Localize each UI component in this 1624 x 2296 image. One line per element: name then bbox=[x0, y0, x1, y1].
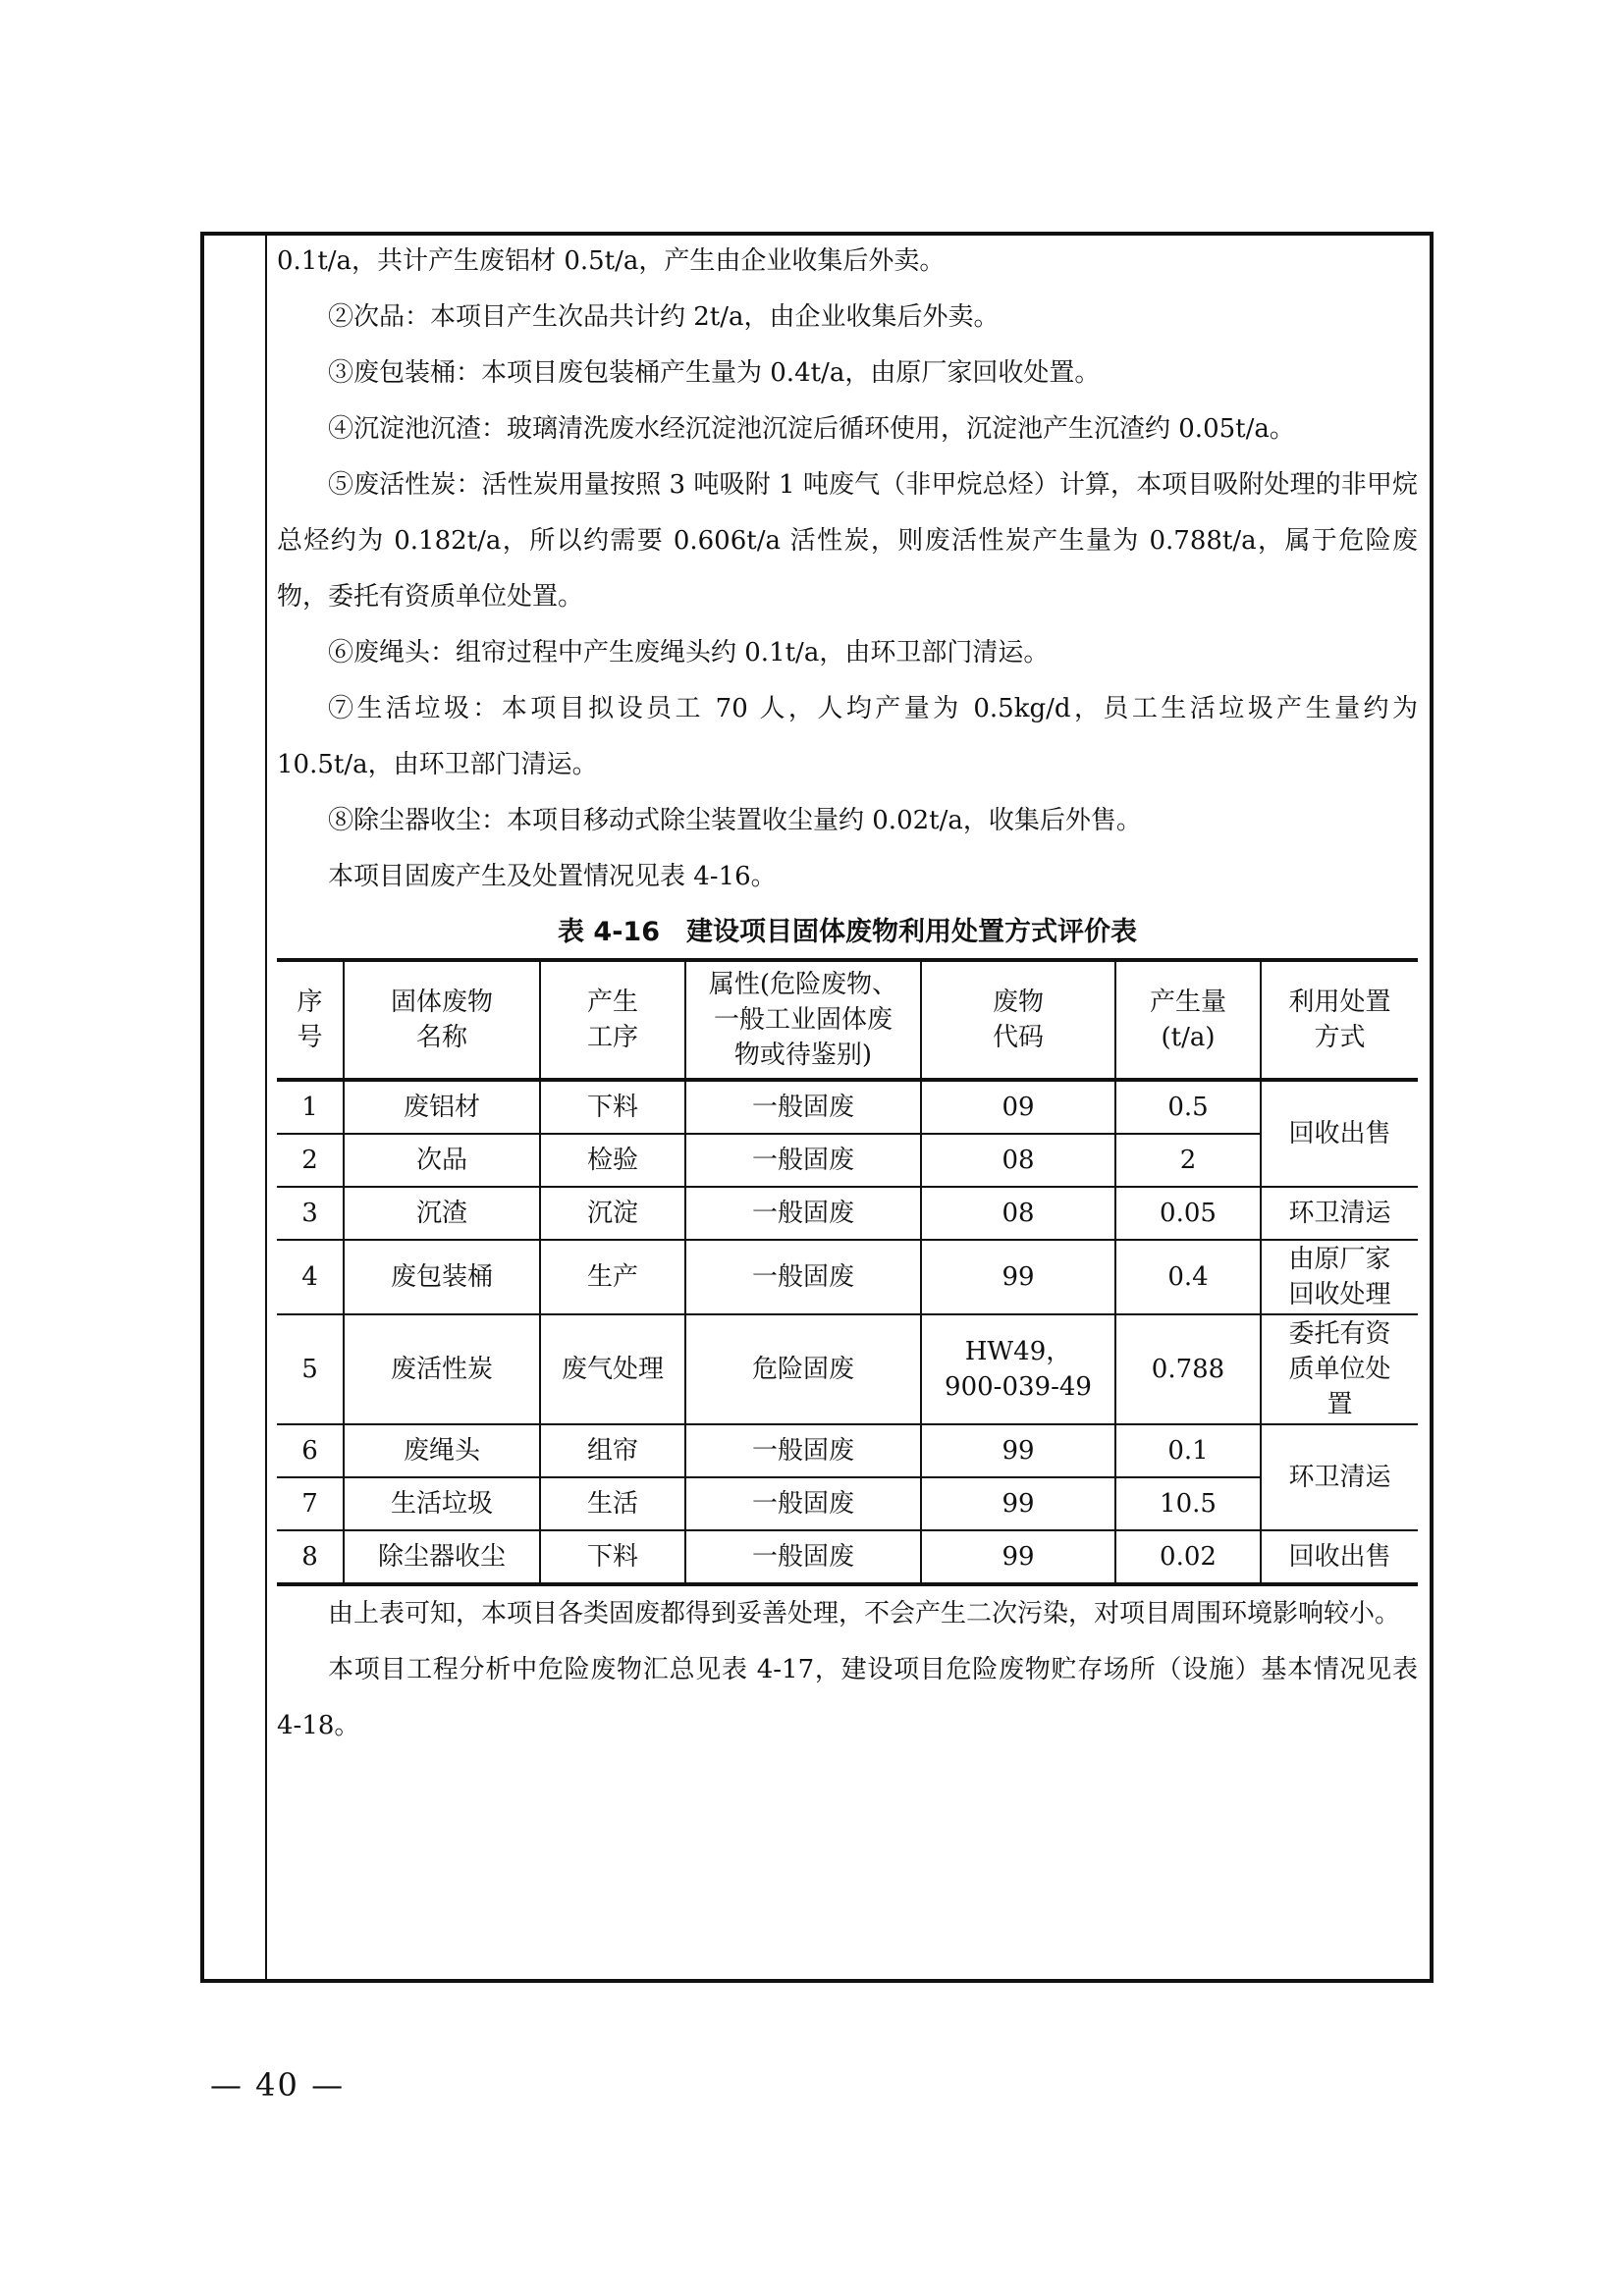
cell-code: 99 bbox=[921, 1477, 1115, 1530]
paragraph: 本项目工程分析中危险废物汇总见表 4-17，建设项目危险废物贮存场所（设施）基本情况见表 4-18。 bbox=[277, 1655, 1418, 1740]
cell-disposal: 委托有资 质单位处 置 bbox=[1261, 1314, 1418, 1424]
cell-attribute: 一般固废 bbox=[685, 1134, 921, 1187]
cell-name: 次品 bbox=[344, 1134, 540, 1187]
table-row bbox=[277, 1134, 1418, 1187]
cell-attribute: 一般固废 bbox=[685, 1530, 921, 1584]
cell-seq: 3 bbox=[277, 1187, 344, 1240]
cell-name: 废铝材 bbox=[344, 1080, 540, 1134]
cell-process: 检验 bbox=[540, 1134, 685, 1187]
header-name: 固体废物 名称 bbox=[344, 960, 540, 1080]
cell-name: 废绳头 bbox=[344, 1424, 540, 1477]
cell-process: 生活 bbox=[540, 1477, 685, 1530]
table-title: 表 4-16 建设项目固体废物利用处置方式评价表 bbox=[558, 917, 1137, 947]
cell-name: 除尘器收尘 bbox=[344, 1530, 540, 1584]
cell-attribute: 危险固废 bbox=[685, 1314, 921, 1424]
table-row bbox=[277, 1477, 1418, 1530]
cell-process: 组帘 bbox=[540, 1424, 685, 1477]
table-row bbox=[277, 1314, 1418, 1424]
cell-seq: 7 bbox=[277, 1477, 344, 1530]
cell-process: 废气处理 bbox=[540, 1314, 685, 1424]
table-row bbox=[277, 1240, 1418, 1314]
paragraph: 由上表可知，本项目各类固废都得到妥善处理，不会产生二次污染，对项目周围环境影响较小。 bbox=[328, 1599, 1401, 1629]
cell-name: 沉渣 bbox=[344, 1187, 540, 1240]
paragraph: 0.1t/a，共计产生废铝材 0.5t/a，产生由企业收集后外卖。 bbox=[277, 246, 946, 276]
cell-process: 下料 bbox=[540, 1530, 685, 1584]
header-disposal: 利用处置 方式 bbox=[1261, 960, 1418, 1080]
header-attribute: 属性(危险废物、 一般工业固体废 物或待鉴别) bbox=[685, 960, 921, 1080]
cell-code: 08 bbox=[921, 1134, 1115, 1187]
paragraph: 本项目固废产生及处置情况见表 4-16。 bbox=[328, 862, 777, 891]
cell-amount: 0.788 bbox=[1115, 1314, 1261, 1424]
solid-waste-table bbox=[277, 958, 1418, 1586]
header-seq: 序 号 bbox=[277, 960, 344, 1080]
header-code: 废物 代码 bbox=[921, 960, 1115, 1080]
cell-amount: 0.4 bbox=[1115, 1240, 1261, 1314]
cell-attribute: 一般固废 bbox=[685, 1080, 921, 1134]
cell-seq: 6 bbox=[277, 1424, 344, 1477]
cell-disposal: 环卫清运 bbox=[1261, 1424, 1418, 1530]
cell-attribute: 一般固废 bbox=[685, 1477, 921, 1530]
cell-disposal: 环卫清运 bbox=[1261, 1187, 1418, 1240]
cell-name: 废包装桶 bbox=[344, 1240, 540, 1314]
cell-name: 废活性炭 bbox=[344, 1314, 540, 1424]
table-row bbox=[277, 1424, 1418, 1477]
table-row bbox=[277, 1080, 1418, 1134]
paragraph: ⑦生活垃圾：本项目拟设员工 70 人，人均产量为 0.5kg/d，员工生活垃圾产生量约为 10.5t/a，由环卫部门清运。 bbox=[277, 694, 1418, 779]
cell-code: 08 bbox=[921, 1187, 1115, 1240]
cell-seq: 5 bbox=[277, 1314, 344, 1424]
cell-code: 99 bbox=[921, 1424, 1115, 1477]
cell-amount: 0.5 bbox=[1115, 1080, 1261, 1134]
cell-process: 生产 bbox=[540, 1240, 685, 1314]
cell-amount: 0.02 bbox=[1115, 1530, 1261, 1584]
header-amount: 产生量 (t/a) bbox=[1115, 960, 1261, 1080]
cell-code: 99 bbox=[921, 1240, 1115, 1314]
cell-name: 生活垃圾 bbox=[344, 1477, 540, 1530]
paragraph: ②次品：本项目产生次品共计约 2t/a，由企业收集后外卖。 bbox=[328, 302, 1000, 332]
paragraph: ⑤废活性炭：活性炭用量按照 3 吨吸附 1 吨废气（非甲烷总烃）计算，本项目吸附处理的非甲烷总烃约为 0.182t/a，所以约需要 0.606t/a 活性炭，则废活性炭产生量为 0.788t/a，属于危险废物，委托有资质单位处置。 bbox=[277, 470, 1418, 612]
cell-code: 09 bbox=[921, 1080, 1115, 1134]
cell-amount: 0.05 bbox=[1115, 1187, 1261, 1240]
paragraph: ④沉淀池沉渣：玻璃清洗废水经沉淀池沉淀后循环使用，沉淀池产生沉渣约 0.05t/a。 bbox=[328, 414, 1295, 444]
paragraph: ⑥废绳头：组帘过程中产生废绳头约 0.1t/a，由环卫部门清运。 bbox=[328, 638, 1050, 667]
cell-disposal: 回收出售 bbox=[1261, 1080, 1418, 1187]
cell-amount: 10.5 bbox=[1115, 1477, 1261, 1530]
cell-amount: 0.1 bbox=[1115, 1424, 1261, 1477]
cell-seq: 1 bbox=[277, 1080, 344, 1134]
paragraph: ③废包装桶：本项目废包装桶产生量为 0.4t/a，由原厂家回收处置。 bbox=[328, 358, 1101, 388]
cell-attribute: 一般固废 bbox=[685, 1240, 921, 1314]
cell-seq: 8 bbox=[277, 1530, 344, 1584]
cell-disposal: 回收出售 bbox=[1261, 1530, 1418, 1584]
cell-seq: 2 bbox=[277, 1134, 344, 1187]
cell-disposal: 由原厂家 回收处理 bbox=[1261, 1240, 1418, 1314]
cell-attribute: 一般固废 bbox=[685, 1424, 921, 1477]
table-row bbox=[277, 1187, 1418, 1240]
cell-amount: 2 bbox=[1115, 1134, 1261, 1187]
header-process: 产生 工序 bbox=[540, 960, 685, 1080]
cell-code: 99 bbox=[921, 1530, 1115, 1584]
frame-divider bbox=[265, 236, 267, 1979]
table-header-row bbox=[277, 960, 1418, 1080]
document-body bbox=[277, 234, 1418, 1754]
cell-process: 下料 bbox=[540, 1080, 685, 1134]
page-number: — 40 — bbox=[210, 2066, 346, 2104]
cell-process: 沉淀 bbox=[540, 1187, 685, 1240]
table-row bbox=[277, 1530, 1418, 1584]
cell-code: HW49， 900-039-49 bbox=[921, 1314, 1115, 1424]
paragraph: ⑧除尘器收尘：本项目移动式除尘装置收尘量约 0.02t/a，收集后外售。 bbox=[328, 806, 1142, 835]
cell-seq: 4 bbox=[277, 1240, 344, 1314]
cell-attribute: 一般固废 bbox=[685, 1187, 921, 1240]
